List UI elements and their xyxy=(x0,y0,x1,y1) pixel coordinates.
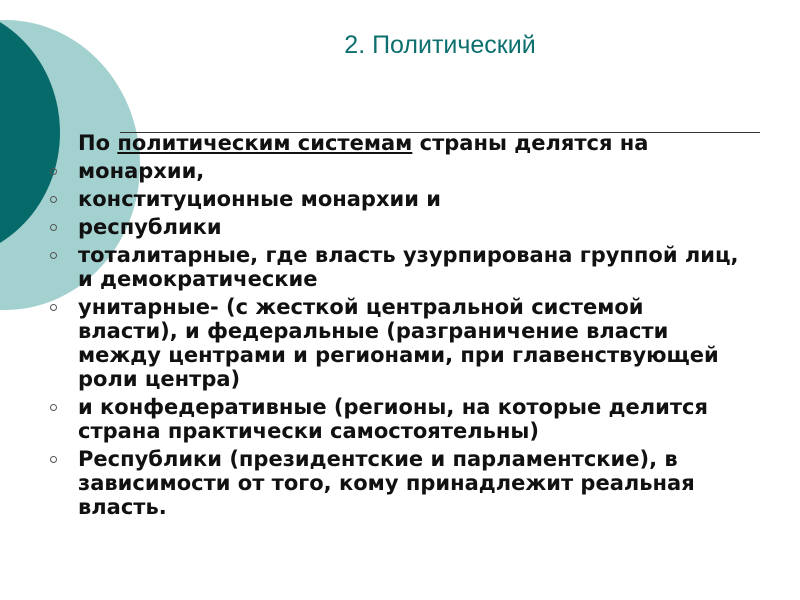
bullet-marker-icon xyxy=(50,404,57,411)
intro-suffix: страны делятся на xyxy=(412,131,649,155)
bullet-item xyxy=(0,243,743,291)
bullet-marker-icon xyxy=(50,196,57,203)
bullet-item xyxy=(0,215,743,239)
bullet-marker-icon xyxy=(50,224,57,231)
bullet-marker-icon xyxy=(50,168,57,175)
bullet-item xyxy=(0,159,743,183)
bullet-text: монархии, xyxy=(78,159,205,183)
slide-title: 2. Политический xyxy=(344,31,536,59)
bullet-item xyxy=(0,187,743,211)
bullet-text: унитарные- (с жесткой центральной системой власти), и федеральные (разграничение власти между центрами и регионами, при главенствующей роли центра) xyxy=(78,295,719,391)
bullet-text: тоталитарные, где власть узурпирована группой лиц, и демократические xyxy=(78,243,739,291)
bullet-marker-icon xyxy=(50,252,57,259)
bullet-item xyxy=(0,295,743,391)
bullet-text: конституционные монархии и xyxy=(78,187,441,211)
bullet-text: республики xyxy=(78,215,222,239)
intro-underlined: политическим системам xyxy=(117,131,413,155)
bullet-marker-icon xyxy=(50,304,57,311)
bullet-text: Республики (президентские и парламентские), в зависимости от того, кому принадлежит реальная власть. xyxy=(78,447,695,519)
bullet-marker-icon xyxy=(50,456,57,463)
bullet-item xyxy=(0,447,743,519)
intro-prefix: По xyxy=(78,131,118,155)
intro-text xyxy=(78,131,768,156)
bullet-item xyxy=(0,395,743,443)
bullet-text: и конфедеративные (регионы, на которые делится страна практически самостоятельны) xyxy=(78,395,708,443)
bullet-list xyxy=(0,159,800,523)
